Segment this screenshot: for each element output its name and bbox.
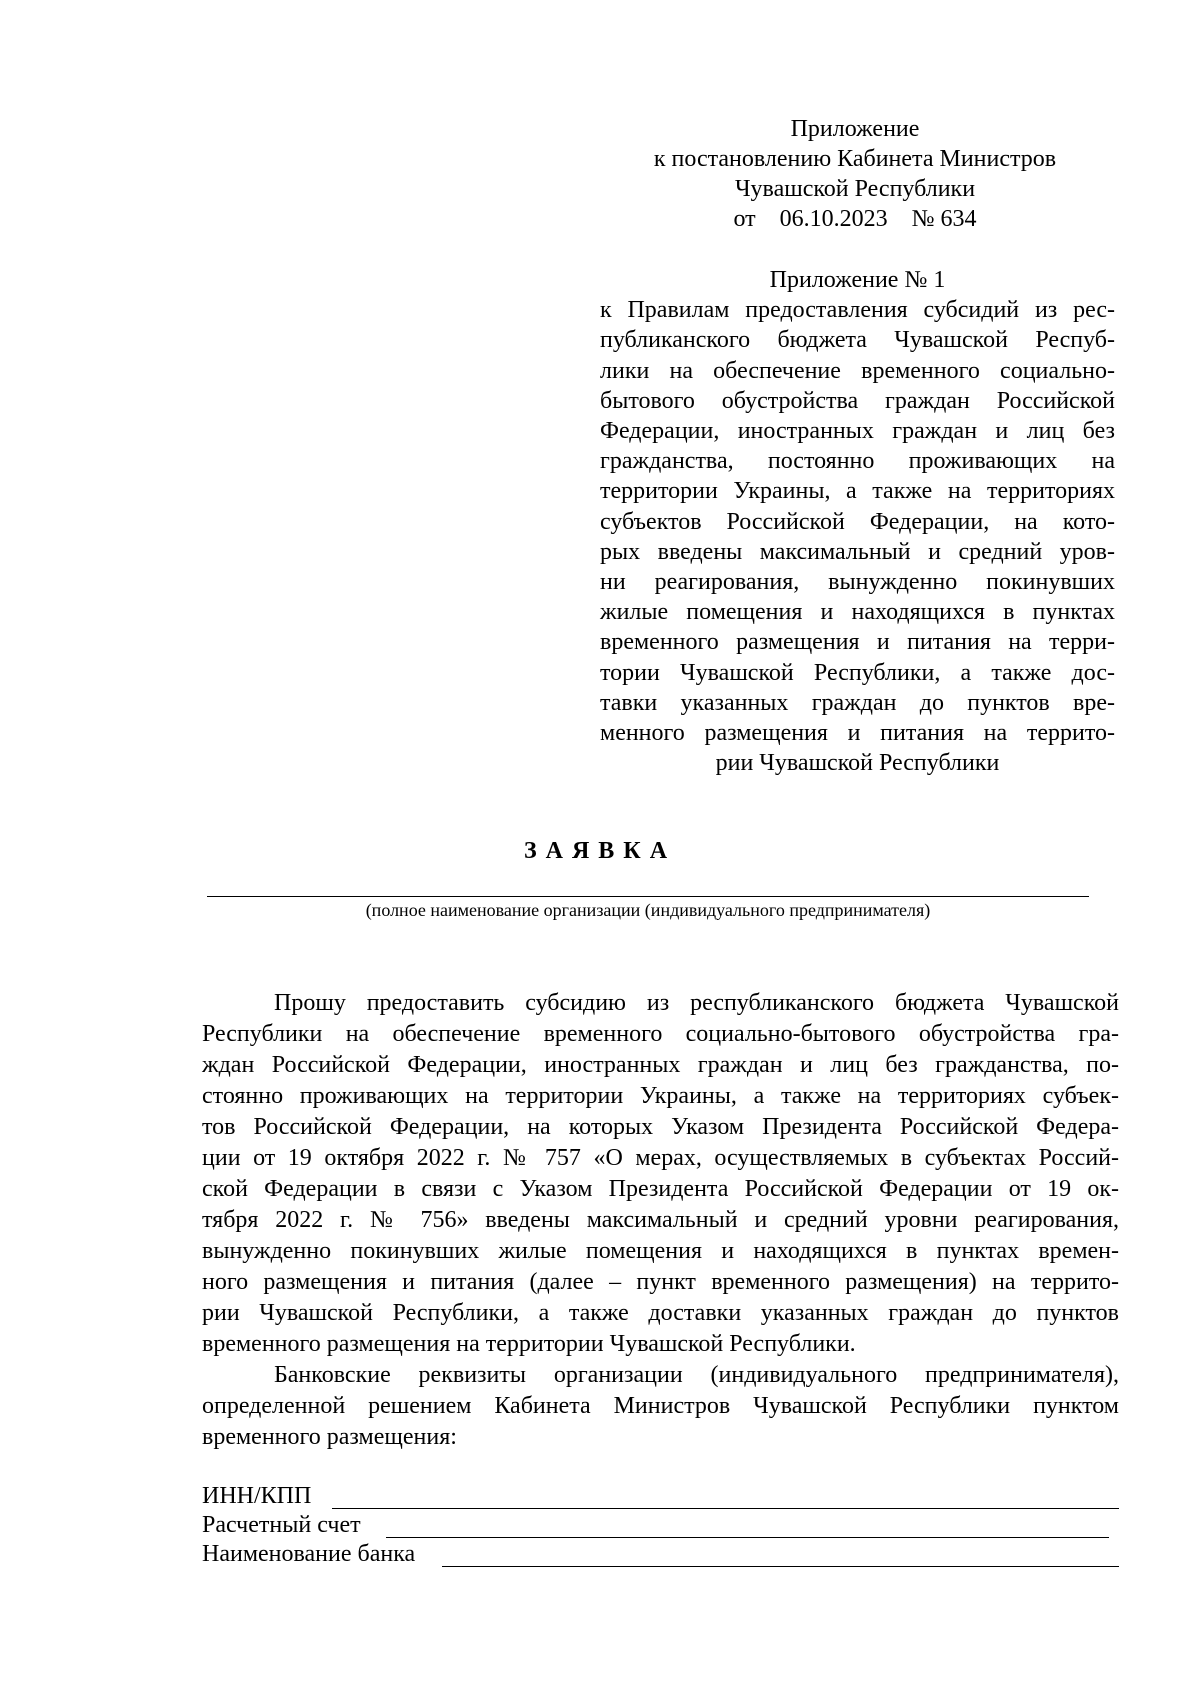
- body-line: ного размещения и питания (далее – пункт временного размещения) на террито-: [202, 1269, 1119, 1295]
- appendix-one-last-line: рии Чувашской Республики: [715, 750, 1000, 777]
- account-label: Расчетный счет: [202, 1512, 361, 1538]
- appendix-one-title: Приложение № 1: [769, 267, 946, 293]
- appendix-one-block: [600, 265, 1115, 778]
- appendix-header-line1: Приложение: [790, 116, 920, 142]
- inn-kpp-label: ИНН/КПП: [202, 1483, 312, 1509]
- bank-name-label: Наименование банка: [202, 1541, 416, 1567]
- appendix-one-line: гражданства, постоянно проживающих на: [600, 448, 1115, 475]
- appendix-one-line: публиканского бюджета Чувашской Респуб-: [600, 327, 1115, 354]
- organization-name-line[interactable]: [207, 896, 1089, 897]
- appendix-one-line: Федерации, иностранных граждан и лиц без: [600, 418, 1115, 445]
- appendix-one-line: субъектов Российской Федерации, на кото-: [600, 508, 1115, 535]
- body-line: Прошу предоставить субсидию из республиканского бюджета Чувашской: [274, 990, 1119, 1016]
- body-line: ждан Российской Федерации, иностранных граждан и лиц без гражданства, по-: [202, 1052, 1119, 1078]
- application-body: [202, 988, 1119, 1453]
- appendix-one-line: временного размещения и питания на терри-: [600, 629, 1115, 656]
- appendix-one-line: тории Чувашской Республики, а также дос-: [600, 659, 1115, 686]
- appendix-one-line: тавки указанных граждан до пунктов вре-: [600, 689, 1115, 716]
- appendix-one-line: бытового обустройства граждан Российской: [600, 387, 1115, 414]
- body-line-last: временного размещения:: [202, 1424, 457, 1450]
- inn-kpp-field: [202, 1481, 1119, 1512]
- inn-kpp-input-line[interactable]: [332, 1508, 1119, 1509]
- body-line-last: временного размещения на территории Чувашской Республики.: [202, 1331, 856, 1357]
- bank-name-input-line[interactable]: [442, 1566, 1119, 1567]
- appendix-one-line: рых введены максимальный и средний уров-: [600, 538, 1115, 565]
- document-title: ЗАЯВКА: [523, 838, 677, 864]
- appendix-one-line: территории Украины, а также на территориях: [600, 478, 1115, 505]
- body-line: тября 2022 г. № 756» введены максимальный и средний уровни реагирования,: [202, 1207, 1119, 1233]
- date-prefix: от: [733, 206, 756, 232]
- appendix-one-line: лики на обеспечение временного социально-: [600, 357, 1115, 384]
- body-line: рии Чувашской Республики, а также доставки указанных граждан до пунктов: [202, 1300, 1119, 1326]
- body-line: ской Федерации в связи с Указом Президента Российской Федерации от 19 ок-: [202, 1176, 1119, 1202]
- account-field: [202, 1510, 1109, 1541]
- body-line: тов Российской Федерации, на которых Указом Президента Российской Федера-: [202, 1114, 1119, 1140]
- appendix-header-line2: к постановлению Кабинета Министров: [653, 146, 1057, 172]
- decree-date: 06.10.2023: [779, 206, 888, 232]
- appendix-header: [615, 114, 1095, 234]
- appendix-header-reference: [615, 204, 1095, 234]
- appendix-one-line: менного размещения и питания на террито-: [600, 720, 1115, 747]
- appendix-header-line3: Чувашской Республики: [734, 176, 976, 202]
- bank-name-field: [202, 1539, 1119, 1570]
- body-line: определенной решением Кабинета Министров Чувашской Республики пунктом: [202, 1393, 1119, 1419]
- appendix-one-line: жилые помещения и находящихся в пунктах: [600, 599, 1115, 626]
- body-line: Республики на обеспечение временного социально-бытового обустройства гра-: [202, 1021, 1119, 1047]
- account-input-line[interactable]: [386, 1537, 1109, 1538]
- decree-number: № 634: [911, 206, 977, 232]
- appendix-one-line: ни реагирования, вынужденно покинувших: [600, 569, 1115, 596]
- body-line: стоянно проживающих на территории Украины, а также на территориях субъек-: [202, 1083, 1119, 1109]
- body-line: вынужденно покинувших жилые помещения и находящихся в пунктах времен-: [202, 1238, 1119, 1264]
- organization-name-caption: (полное наименование организации (индивидуального предпринимателя): [365, 900, 931, 920]
- appendix-one-line: к Правилам предоставления субсидий из рес-: [600, 297, 1115, 324]
- body-line: ции от 19 октября 2022 г. № 757 «О мерах, осуществляемых в субъектах Россий-: [202, 1145, 1119, 1171]
- body-line: Банковские реквизиты организации (индивидуального предпринимателя),: [274, 1362, 1119, 1388]
